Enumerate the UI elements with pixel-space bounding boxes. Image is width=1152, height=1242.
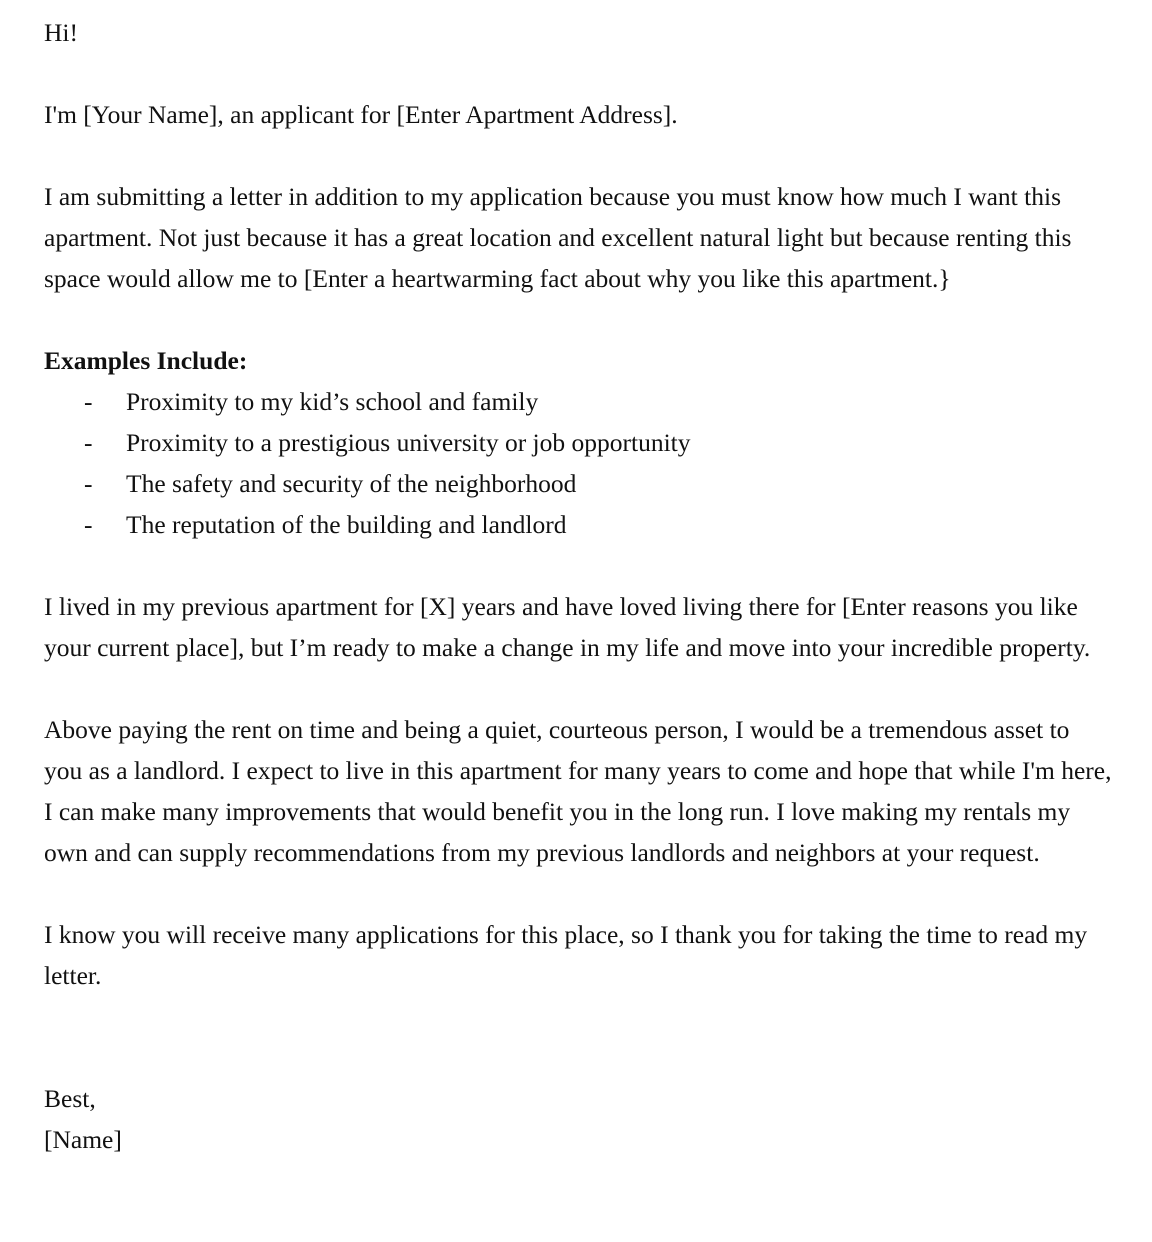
list-item-text: Proximity to a prestigious university or job opportunity <box>126 428 691 457</box>
spacer <box>44 135 1114 176</box>
closing: Best, <box>44 1084 96 1113</box>
greeting: Hi! <box>44 18 78 47</box>
spacer <box>44 545 1114 586</box>
body-paragraph-3: Above paying the rent on time and being a quiet, courteous person, I would be a tremendous asset to you as a landlord. I expect to live in this apartment for many years to come and hope that while I'm here, I can make many improvements that would benefit you in the long run. I love making my rentals my own and can supply recommendations from my previous landlords and neighbors at your request. <box>44 715 1112 867</box>
list-item <box>44 422 1114 463</box>
list-item <box>44 463 1114 504</box>
list-item-text: The reputation of the building and landlord <box>126 510 567 539</box>
list-bullet: - <box>84 428 93 457</box>
examples-heading: Examples Include: <box>44 346 248 375</box>
list-item <box>44 504 1114 545</box>
signature: [Name] <box>44 1125 122 1154</box>
examples-list <box>44 381 1114 545</box>
list-item <box>44 381 1114 422</box>
spacer <box>44 299 1114 340</box>
body-paragraph-4: I know you will receive many applications for this place, so I thank you for taking the time to read my letter. <box>44 920 1088 990</box>
list-bullet: - <box>84 469 93 498</box>
spacer <box>44 668 1114 709</box>
letter-document <box>44 12 1114 1160</box>
body-paragraph-1: I am submitting a letter in addition to my application because you must know how much I want this apartment. Not just because it has a great location and excellent natural light but because renting this space would allow me to [Enter a heartwarming fact about why you like this apartment.} <box>44 182 1072 293</box>
list-bullet: - <box>84 387 93 416</box>
body-paragraph-2: I lived in my previous apartment for [X] years and have loved living there for [Enter reasons you like your current place], but I’m ready to make a change in my life and move into your incredible property. <box>44 592 1091 662</box>
spacer <box>44 873 1114 914</box>
list-item-text: Proximity to my kid’s school and family <box>126 387 539 416</box>
intro-paragraph: I'm [Your Name], an applicant for [Enter Apartment Address]. <box>44 100 678 129</box>
list-bullet: - <box>84 510 93 539</box>
spacer <box>44 996 1114 1078</box>
list-item-text: The safety and security of the neighborhood <box>126 469 577 498</box>
spacer <box>44 53 1114 94</box>
